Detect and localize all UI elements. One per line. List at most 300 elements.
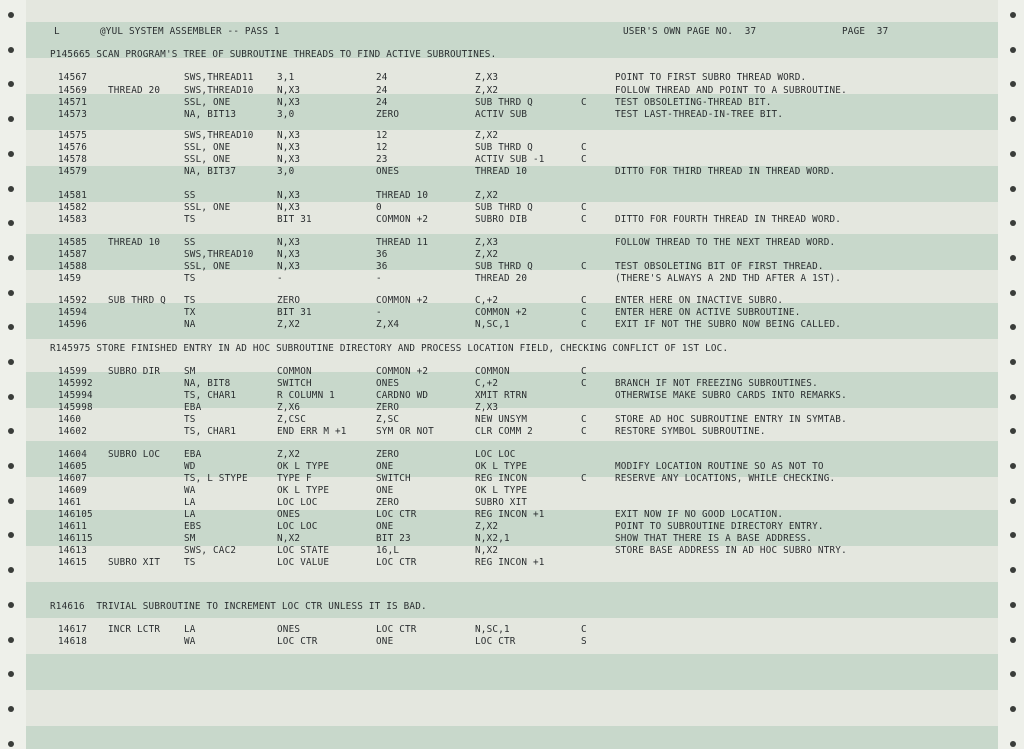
code-line xyxy=(26,295,998,306)
code-line xyxy=(26,97,998,108)
tractor-hole xyxy=(1010,394,1016,400)
code-op: NA, BIT13 xyxy=(184,109,237,120)
code-a2: 24 xyxy=(376,85,388,96)
green-band xyxy=(26,582,998,618)
code-remark: TEST LAST-THREAD-IN-TREE BIT. xyxy=(615,109,784,120)
code-a1: N,X3 xyxy=(277,85,301,96)
tractor-hole xyxy=(1010,324,1016,330)
code-a2: CARDNO WD xyxy=(376,390,429,401)
code-op: SSL, ONE xyxy=(184,202,231,213)
code-line xyxy=(26,497,998,508)
code-label: THREAD 20 xyxy=(108,85,161,96)
code-line xyxy=(26,414,998,425)
code-loc: 14592 xyxy=(58,295,87,306)
code-a2: ZERO xyxy=(376,497,400,508)
section-remark xyxy=(26,601,998,612)
tractor-hole xyxy=(8,567,14,573)
code-line xyxy=(26,190,998,201)
code-line xyxy=(26,533,998,544)
code-op: SWS,THREAD11 xyxy=(184,72,254,83)
code-loc: 14583 xyxy=(58,214,87,225)
header-title: @YUL SYSTEM ASSEMBLER -- PASS 1 xyxy=(100,26,280,37)
code-a1: 3,0 xyxy=(277,166,295,177)
code-remark: DITTO FOR THIRD THREAD IN THREAD WORD. xyxy=(615,166,836,177)
code-label: SUBRO XIT xyxy=(108,557,161,568)
code-a2: LOC CTR xyxy=(376,509,417,520)
tractor-hole xyxy=(8,706,14,712)
code-line xyxy=(26,249,998,260)
code-op: SWS,THREAD10 xyxy=(184,85,254,96)
code-a2: - xyxy=(376,307,382,318)
code-loc: 14613 xyxy=(58,545,87,556)
code-a1: LOC LOC xyxy=(277,497,318,508)
code-c: C xyxy=(581,426,587,437)
code-a3: Z,X3 xyxy=(475,402,499,413)
code-op: SSL, ONE xyxy=(184,261,231,272)
tractor-hole xyxy=(8,47,14,53)
code-c: C xyxy=(581,202,587,213)
code-op: TS xyxy=(184,295,196,306)
code-loc: 14579 xyxy=(58,166,87,177)
code-loc: 145994 xyxy=(58,390,93,401)
tractor-hole xyxy=(8,532,14,538)
code-loc: 14582 xyxy=(58,202,87,213)
tractor-hole xyxy=(1010,498,1016,504)
section-remark xyxy=(26,49,998,60)
code-loc: 14588 xyxy=(58,261,87,272)
code-a3: OK L TYPE xyxy=(475,485,528,496)
code-a3: SUB THRD Q xyxy=(475,202,533,213)
code-a1: COMMON xyxy=(277,366,312,377)
code-op: SWS,THREAD10 xyxy=(184,249,254,260)
code-remark: POINT TO FIRST SUBRO THREAD WORD. xyxy=(615,72,807,83)
header-page: PAGE 37 xyxy=(842,26,889,37)
code-a3: N,X2,1 xyxy=(475,533,510,544)
code-remark: OTHERWISE MAKE SUBRO CARDS INTO REMARKS. xyxy=(615,390,847,401)
code-a3: REG INCON +1 xyxy=(475,509,545,520)
tractor-hole xyxy=(8,116,14,122)
code-op: SS xyxy=(184,190,196,201)
code-op: SSL, ONE xyxy=(184,154,231,165)
code-line xyxy=(26,273,998,284)
code-a2: 24 xyxy=(376,97,388,108)
header-line xyxy=(26,26,998,37)
code-remark: EXIT IF NOT THE SUBRO NOW BEING CALLED. xyxy=(615,319,842,330)
code-op: SSL, ONE xyxy=(184,142,231,153)
code-op: LA xyxy=(184,509,196,520)
code-op: NA xyxy=(184,319,196,330)
code-c: C xyxy=(581,378,587,389)
tractor-hole xyxy=(1010,12,1016,18)
code-line xyxy=(26,130,998,141)
code-loc: 14602 xyxy=(58,426,87,437)
code-line xyxy=(26,636,998,647)
code-a3: Z,X3 xyxy=(475,237,499,248)
code-label: THREAD 10 xyxy=(108,237,161,248)
code-a2: SYM OR NOT xyxy=(376,426,434,437)
code-a2: LOC CTR xyxy=(376,624,417,635)
tractor-hole xyxy=(1010,706,1016,712)
tractor-hole xyxy=(1010,220,1016,226)
code-line xyxy=(26,202,998,213)
code-remark: MODIFY LOCATION ROUTINE SO AS NOT TO xyxy=(615,461,824,472)
code-remark: POINT TO SUBROUTINE DIRECTORY ENTRY. xyxy=(615,521,824,532)
code-op: TS xyxy=(184,214,196,225)
code-a1: N,X3 xyxy=(277,237,301,248)
tractor-hole xyxy=(8,290,14,296)
code-remark: TEST OBSOLETING-THREAD BIT. xyxy=(615,97,772,108)
code-a3: SUBRO XIT xyxy=(475,497,528,508)
code-line xyxy=(26,521,998,532)
code-a3: THREAD 10 xyxy=(475,166,528,177)
code-op: EBS xyxy=(184,521,202,532)
code-op: EBA xyxy=(184,449,202,460)
section-remark-text: R14616 TRIVIAL SUBROUTINE TO INCREMENT LOC CTR UNLESS IT IS BAD. xyxy=(50,601,427,612)
code-a1: OK L TYPE xyxy=(277,461,330,472)
code-line xyxy=(26,426,998,437)
code-loc: 14575 xyxy=(58,130,87,141)
code-loc: 1460 xyxy=(58,414,82,425)
code-a1: N,X3 xyxy=(277,97,301,108)
code-loc: 14587 xyxy=(58,249,87,260)
code-loc: 14615 xyxy=(58,557,87,568)
printout-page xyxy=(26,0,998,749)
code-a2: COMMON +2 xyxy=(376,366,429,377)
code-a3: N,SC,1 xyxy=(475,624,510,635)
tractor-hole xyxy=(8,602,14,608)
code-a3: C,+2 xyxy=(475,378,499,389)
code-a3: REG INCON xyxy=(475,473,528,484)
code-a3: NEW UNSYM xyxy=(475,414,528,425)
code-a3: Z,X2 xyxy=(475,130,499,141)
code-line xyxy=(26,142,998,153)
tractor-hole xyxy=(8,324,14,330)
header-left: L xyxy=(54,26,60,37)
code-op: NA, BIT37 xyxy=(184,166,237,177)
code-line xyxy=(26,545,998,556)
tractor-hole xyxy=(1010,186,1016,192)
code-a3: ACTIV SUB -1 xyxy=(475,154,545,165)
code-a2: 0 xyxy=(376,202,382,213)
code-op: TS xyxy=(184,557,196,568)
tractor-hole xyxy=(8,220,14,226)
code-label: SUB THRD Q xyxy=(108,295,166,306)
code-a1: R COLUMN 1 xyxy=(277,390,335,401)
code-a3: REG INCON +1 xyxy=(475,557,545,568)
code-remark: FOLLOW THREAD AND POINT TO A SUBROUTINE. xyxy=(615,85,847,96)
code-c: C xyxy=(581,366,587,377)
code-remark: FOLLOW THREAD TO THE NEXT THREAD WORD. xyxy=(615,237,836,248)
code-a2: LOC CTR xyxy=(376,557,417,568)
code-loc: 14594 xyxy=(58,307,87,318)
code-a1: TYPE F xyxy=(277,473,312,484)
code-a1: N,X3 xyxy=(277,154,301,165)
code-a2: ONE xyxy=(376,485,394,496)
tractor-hole xyxy=(1010,741,1016,747)
code-a1: LOC LOC xyxy=(277,521,318,532)
tractor-hole xyxy=(8,428,14,434)
code-a2: COMMON +2 xyxy=(376,214,429,225)
code-remark: TEST OBSOLETING BIT OF FIRST THREAD. xyxy=(615,261,824,272)
code-line xyxy=(26,366,998,377)
code-a2: 24 xyxy=(376,72,388,83)
code-a1: ZERO xyxy=(277,295,301,306)
code-a1: Z,X2 xyxy=(277,449,301,460)
code-loc: 1461 xyxy=(58,497,82,508)
code-remark: ENTER HERE ON INACTIVE SUBRO. xyxy=(615,295,784,306)
code-op: LA xyxy=(184,497,196,508)
code-a1: 3,1 xyxy=(277,72,295,83)
code-line xyxy=(26,461,998,472)
code-a2: ZERO xyxy=(376,449,400,460)
code-a1: N,X3 xyxy=(277,261,301,272)
code-op: SWS, CAC2 xyxy=(184,545,237,556)
code-loc: 14607 xyxy=(58,473,87,484)
code-a3: C,+2 xyxy=(475,295,499,306)
code-c: C xyxy=(581,473,587,484)
code-a3: Z,X2 xyxy=(475,85,499,96)
left-tractor-strip xyxy=(0,0,26,749)
code-a3: THREAD 20 xyxy=(475,273,528,284)
code-op: SM xyxy=(184,533,196,544)
code-line xyxy=(26,214,998,225)
tractor-hole xyxy=(8,359,14,365)
code-a2: ONE xyxy=(376,521,394,532)
code-a3: LOC CTR xyxy=(475,636,516,647)
code-op: WA xyxy=(184,485,196,496)
code-label: SUBRO LOC xyxy=(108,449,161,460)
tractor-hole xyxy=(1010,81,1016,87)
code-a3: Z,X3 xyxy=(475,72,499,83)
code-a3: SUBRO DIB xyxy=(475,214,528,225)
code-loc: 14585 xyxy=(58,237,87,248)
code-a1: N,X2 xyxy=(277,533,301,544)
code-loc: 14611 xyxy=(58,521,87,532)
code-a3: Z,X2 xyxy=(475,521,499,532)
green-band xyxy=(26,654,998,690)
code-remark: (THERE'S ALWAYS A 2ND THD AFTER A 1ST). xyxy=(615,273,842,284)
code-a2: Z,X4 xyxy=(376,319,400,330)
code-a2: THREAD 11 xyxy=(376,237,429,248)
right-tractor-strip xyxy=(998,0,1024,749)
code-line xyxy=(26,261,998,272)
code-loc: 145992 xyxy=(58,378,93,389)
code-line xyxy=(26,154,998,165)
code-a1: Z,X2 xyxy=(277,319,301,330)
code-a3: CLR COMM 2 xyxy=(475,426,533,437)
code-op: SS xyxy=(184,237,196,248)
code-remark: EXIT NOW IF NO GOOD LOCATION. xyxy=(615,509,784,520)
code-remark: RESTORE SYMBOL SUBROUTINE. xyxy=(615,426,766,437)
code-line xyxy=(26,402,998,413)
code-remark: STORE AD HOC SUBROUTINE ENTRY IN SYMTAB. xyxy=(615,414,847,425)
code-op: TS, CHAR1 xyxy=(184,426,237,437)
code-a1: Z,X6 xyxy=(277,402,301,413)
code-a1: SWITCH xyxy=(277,378,312,389)
code-a1: OK L TYPE xyxy=(277,485,330,496)
header-user-page: USER'S OWN PAGE NO. 37 xyxy=(623,26,757,37)
code-loc: 14605 xyxy=(58,461,87,472)
code-remark: ENTER HERE ON ACTIVE SUBROUTINE. xyxy=(615,307,801,318)
tractor-hole xyxy=(1010,637,1016,643)
code-a2: ONE xyxy=(376,636,394,647)
code-a2: 36 xyxy=(376,261,388,272)
code-loc: 1459 xyxy=(58,273,82,284)
code-c: C xyxy=(581,295,587,306)
code-a3: Z,X2 xyxy=(475,190,499,201)
code-line xyxy=(26,109,998,120)
code-label: SUBRO DIR xyxy=(108,366,161,377)
tractor-hole xyxy=(8,151,14,157)
code-loc: 14569 xyxy=(58,85,87,96)
code-line xyxy=(26,319,998,330)
section-remark-text: P145665 SCAN PROGRAM'S TREE OF SUBROUTINE THREADS TO FIND ACTIVE SUBROUTINES. xyxy=(50,49,497,60)
code-a3: N,X2 xyxy=(475,545,499,556)
tractor-hole xyxy=(1010,532,1016,538)
code-line xyxy=(26,237,998,248)
code-loc: 14581 xyxy=(58,190,87,201)
code-loc: 14599 xyxy=(58,366,87,377)
code-a2: - xyxy=(376,273,382,284)
code-loc: 14609 xyxy=(58,485,87,496)
code-a2: COMMON +2 xyxy=(376,295,429,306)
tractor-hole xyxy=(1010,116,1016,122)
code-line xyxy=(26,624,998,635)
code-line xyxy=(26,509,998,520)
code-line xyxy=(26,449,998,460)
code-a2: 12 xyxy=(376,130,388,141)
code-remark: BRANCH IF NOT FREEZING SUBROUTINES. xyxy=(615,378,818,389)
code-loc: 14596 xyxy=(58,319,87,330)
code-loc: 14604 xyxy=(58,449,87,460)
code-line xyxy=(26,85,998,96)
code-a2: 16,L xyxy=(376,545,400,556)
code-a1: N,X3 xyxy=(277,190,301,201)
code-op: TS xyxy=(184,273,196,284)
code-loc: 14578 xyxy=(58,154,87,165)
code-a1: ONES xyxy=(277,509,301,520)
code-remark: DITTO FOR FOURTH THREAD IN THREAD WORD. xyxy=(615,214,842,225)
code-a3: SUB THRD Q xyxy=(475,97,533,108)
code-op: SWS,THREAD10 xyxy=(184,130,254,141)
code-line xyxy=(26,72,998,83)
code-a1: N,X3 xyxy=(277,142,301,153)
code-a1: N,X3 xyxy=(277,202,301,213)
code-loc: 146105 xyxy=(58,509,93,520)
code-line xyxy=(26,390,998,401)
code-remark: SHOW THAT THERE IS A BASE ADDRESS. xyxy=(615,533,813,544)
code-line xyxy=(26,378,998,389)
code-loc: 146115 xyxy=(58,533,93,544)
code-label: INCR LCTR xyxy=(108,624,161,635)
code-c: C xyxy=(581,307,587,318)
code-c: C xyxy=(581,214,587,225)
code-op: NA, BIT8 xyxy=(184,378,231,389)
code-op: EBA xyxy=(184,402,202,413)
code-a3: OK L TYPE xyxy=(475,461,528,472)
code-a2: BIT 23 xyxy=(376,533,411,544)
code-remark: RESERVE ANY LOCATIONS, WHILE CHECKING. xyxy=(615,473,836,484)
section-remark xyxy=(26,343,998,354)
code-a3: ACTIV SUB xyxy=(475,109,528,120)
code-a2: ZERO xyxy=(376,109,400,120)
code-a2: ONE xyxy=(376,461,394,472)
code-c: C xyxy=(581,319,587,330)
tractor-hole xyxy=(8,81,14,87)
code-a2: ONES xyxy=(376,378,400,389)
code-line xyxy=(26,485,998,496)
code-op: SSL, ONE xyxy=(184,97,231,108)
code-a1: 3,0 xyxy=(277,109,295,120)
code-a2: SWITCH xyxy=(376,473,411,484)
code-op: SM xyxy=(184,366,196,377)
tractor-hole xyxy=(8,637,14,643)
code-a1: Z,CSC xyxy=(277,414,306,425)
code-a2: 12 xyxy=(376,142,388,153)
code-op: TS xyxy=(184,414,196,425)
code-op: TX xyxy=(184,307,196,318)
tractor-hole xyxy=(8,255,14,261)
tractor-hole xyxy=(1010,602,1016,608)
code-a2: 36 xyxy=(376,249,388,260)
code-a2: THREAD 10 xyxy=(376,190,429,201)
tractor-hole xyxy=(8,463,14,469)
code-a2: ONES xyxy=(376,166,400,177)
code-a1: - xyxy=(277,273,283,284)
code-a3: LOC LOC xyxy=(475,449,516,460)
code-c: C xyxy=(581,97,587,108)
code-c: C xyxy=(581,414,587,425)
code-a1: LOC STATE xyxy=(277,545,330,556)
code-loc: 14617 xyxy=(58,624,87,635)
code-c: C xyxy=(581,624,587,635)
code-a1: N,X3 xyxy=(277,130,301,141)
code-line xyxy=(26,557,998,568)
code-a1: LOC VALUE xyxy=(277,557,330,568)
code-loc: 14567 xyxy=(58,72,87,83)
code-a3: N,SC,1 xyxy=(475,319,510,330)
code-loc: 145998 xyxy=(58,402,93,413)
code-a3: SUB THRD Q xyxy=(475,261,533,272)
tractor-hole xyxy=(8,394,14,400)
tractor-hole xyxy=(8,186,14,192)
tractor-hole xyxy=(1010,567,1016,573)
code-a1: END ERR M +1 xyxy=(277,426,347,437)
code-a1: N,X3 xyxy=(277,249,301,260)
code-a2: 23 xyxy=(376,154,388,165)
code-a2: ZERO xyxy=(376,402,400,413)
code-c: S xyxy=(581,636,587,647)
tractor-hole xyxy=(1010,255,1016,261)
green-band xyxy=(26,726,998,749)
code-a3: Z,X2 xyxy=(475,249,499,260)
code-a3: XMIT RTRN xyxy=(475,390,528,401)
code-line xyxy=(26,473,998,484)
section-remark-text: R145975 STORE FINISHED ENTRY IN AD HOC SUBROUTINE DIRECTORY AND PROCESS LOCATION FIELD, CHECKING CONFLICT OF 1ST LOC. xyxy=(50,343,729,354)
code-a3: SUB THRD Q xyxy=(475,142,533,153)
code-a1: ONES xyxy=(277,624,301,635)
tractor-hole xyxy=(1010,47,1016,53)
code-a1: BIT 31 xyxy=(277,214,312,225)
code-loc: 14573 xyxy=(58,109,87,120)
code-a3: COMMON xyxy=(475,366,510,377)
tractor-hole xyxy=(1010,428,1016,434)
code-op: WA xyxy=(184,636,196,647)
tractor-hole xyxy=(1010,359,1016,365)
tractor-hole xyxy=(8,671,14,677)
code-a1: BIT 31 xyxy=(277,307,312,318)
code-a1: LOC CTR xyxy=(277,636,318,647)
